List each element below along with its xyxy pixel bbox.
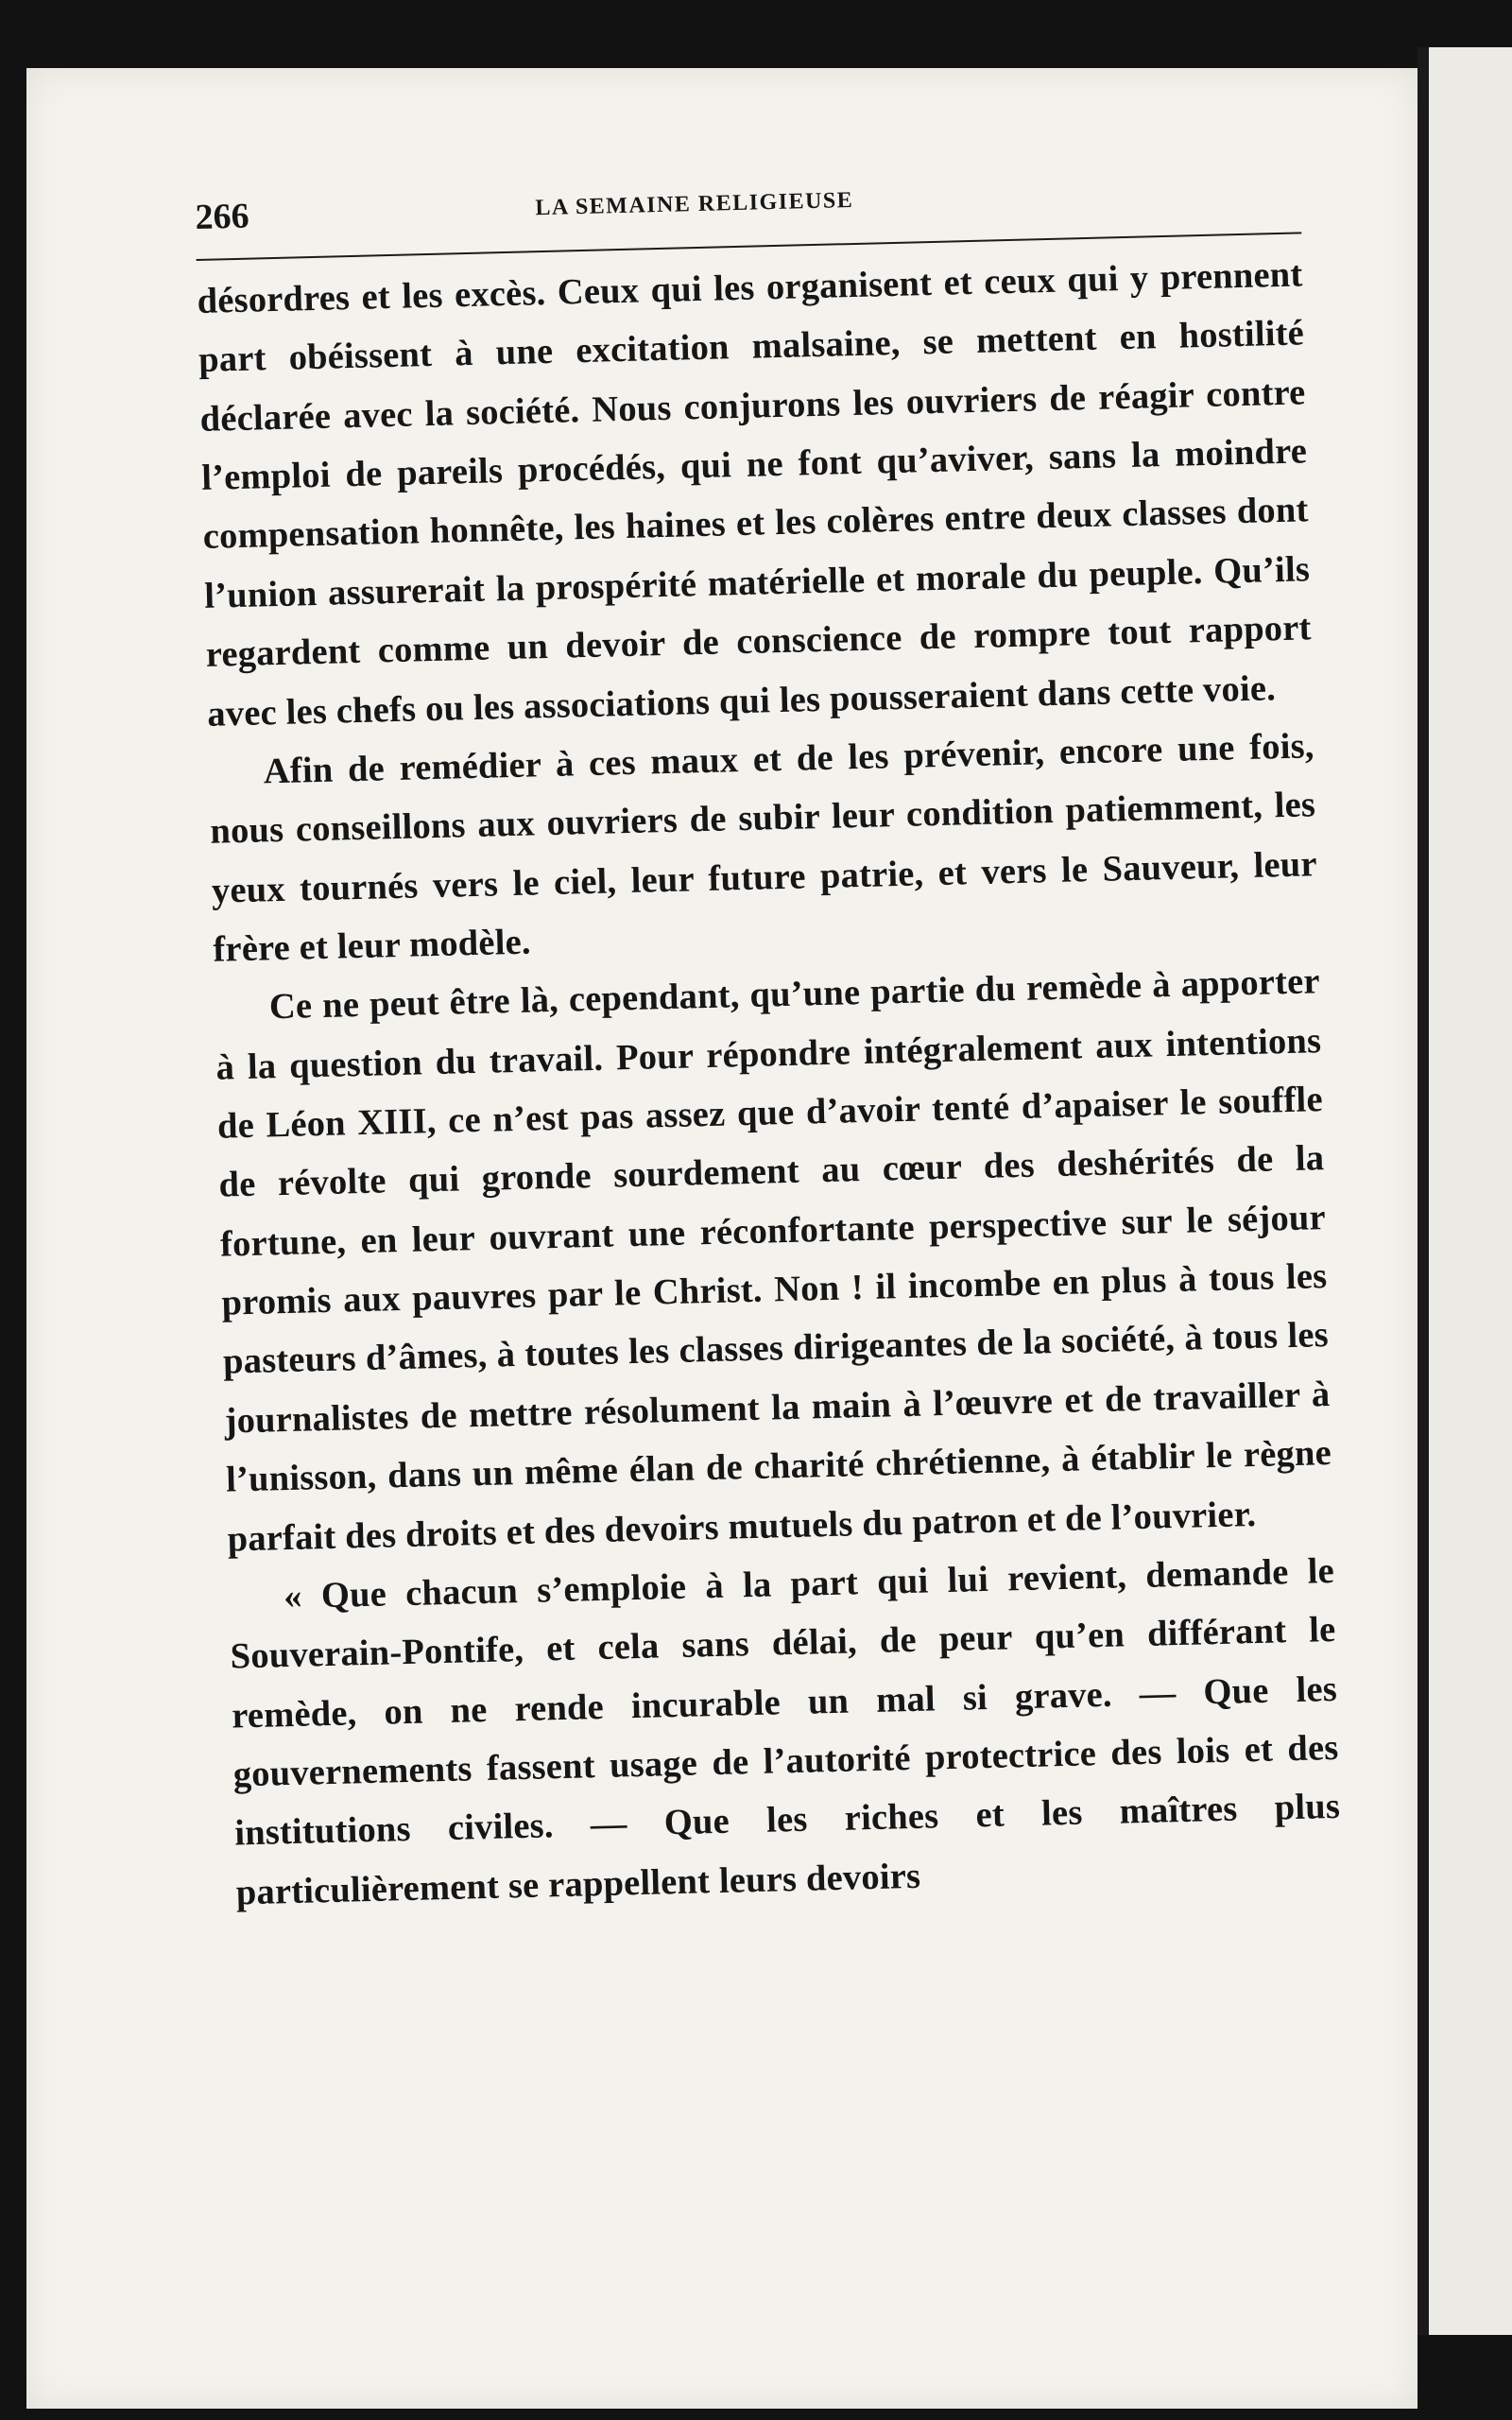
paragraph-4: « Que chacun s’emploie à la part qui lui revient, demande le Souverain-Pontife, et cela sans délai, de peur qu’en différant le remède, on ne rende incurable un mal si grave. — Que les gouvernements fassent usage de l’autorité protectrice des lois et des institutions civiles. — Que les riches et les maîtres plus particulièrement se rappellent leurs devoirs <box>230 1550 1341 1913</box>
paragraph-1: désordres et les excès. Ceux qui les organisent et ceux qui y prennent part obéissent à une excitation malsaine, se mettent en hostilité déclarée avec la société. Nous conjurons les ouvriers de réagir contre l’emploi de pareils procédés, qui ne font qu’aviver, sans la moindre compensation honnête, les haines et les colères entre deux classes dont l’union assurerait la prospérité matérielle et morale du peuple. Qu’ils regardent comme un devoir de conscience de rompre tout rapport avec les chefs ou les associations qui les pousseraient dans cette voie. <box>197 254 1313 735</box>
body-text <box>197 245 1342 1922</box>
running-title: LA SEMAINE RELIGIEUSE <box>535 187 854 221</box>
page-number: 266 <box>195 196 250 237</box>
facing-page-edge <box>1429 47 1512 2335</box>
book-gutter <box>1418 47 1429 2335</box>
paragraph-3: Ce ne peut être là, cependant, qu’une partie du remède à apporter à la question du travail. Pour répondre intégralement aux intentions de Léon XIII, ce n’est pas assez que d’avoir tenté d’apaiser le souffle de révolte qui gronde sourdement au cœur des deshérités de la fortune, en leur ouvrant une réconfortante perspective sur le séjour promis aux pauvres par le Christ. Non ! il incombe en plus à tous les pasteurs d’âmes, à toutes les classes dirigeantes de la société, à tous les journalistes de mettre résolument la main à l’œuvre et de travailler à l’unisson, dans un même élan de charité chrétienne, à établir le règne parfait des droits et des devoirs mutuels du patron et de l’ouvrier. <box>215 961 1332 1560</box>
page-content <box>195 169 1342 1922</box>
paragraph-2: Afin de remédier à ces maux et de les prévenir, encore une fois, nous conseillons aux ouvriers de subir leur condition patiemment, les yeux tournés vers le ciel, leur future patrie, et vers le Sauveur, leur frère et leur modèle. <box>209 726 1318 970</box>
